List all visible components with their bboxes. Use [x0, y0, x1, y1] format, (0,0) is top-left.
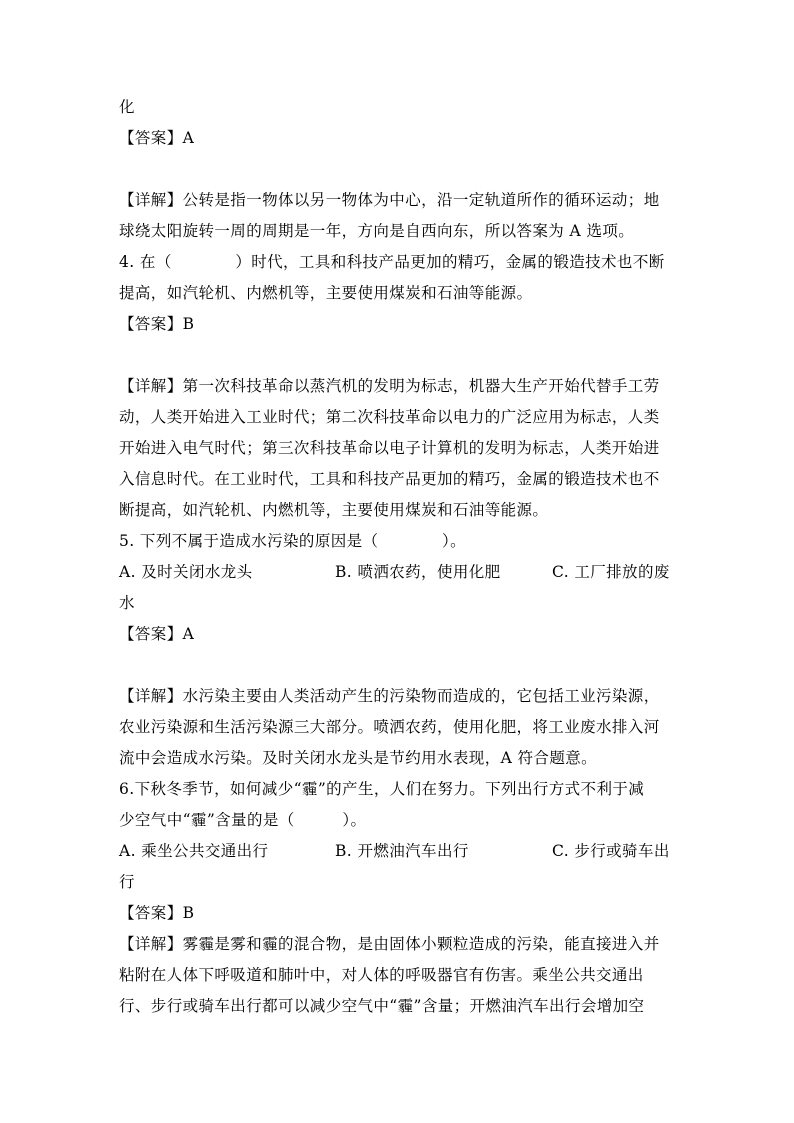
text-line: 行: [119, 873, 135, 891]
text-line: 粘附在人体下呼吸道和肺叶中，对人体的呼吸器官有伤害。乘坐公共交通出: [119, 966, 644, 984]
option-c: C. 步行或骑车出: [552, 842, 670, 860]
options-row: [119, 557, 679, 588]
text-line: 【答案】B: [119, 315, 195, 333]
text-line: 6.下秋冬季节，如何减少“霾”的产生，人们在努力。下列出行方式不利于减: [119, 780, 645, 798]
option-b: B. 喷洒农药，使用化肥: [335, 563, 501, 581]
options-row: [119, 836, 679, 867]
text-line: 【答案】A: [119, 129, 195, 147]
text-line: 行、步行或骑车出行都可以减少空气中“霾”含量；开燃油汽车出行会增加空: [119, 997, 645, 1015]
text-line: 开始进入电气时代；第三次科技革命以电子计算机的发明为标志，人类开始进: [119, 439, 660, 457]
text-line: 【详解】第一次科技革命以蒸汽机的发明为标志，机器大生产开始代替手工劳: [119, 377, 660, 395]
text-line: 水: [119, 594, 135, 612]
text-line: 提高，如汽轮机、内燃机等，主要使用煤炭和石油等能源。: [119, 284, 533, 302]
text-line: 【答案】A: [119, 625, 195, 643]
text-line: 少空气中“霾”含量的是（ ）。: [119, 811, 367, 829]
option-a: A. 乘坐公共交通出行: [119, 842, 269, 860]
option-a: A. 及时关闭水龙头: [119, 563, 253, 581]
text-line: 5. 下列不属于造成水污染的原因是（ ）。: [119, 532, 467, 550]
text-line: 4. 在（ ）时代，工具和科技产品更加的精巧，金属的锻造技术也不断: [119, 253, 665, 271]
text-line: 农业污染源和生活污染源三大部分。喷洒农药，使用化肥，将工业废水排入河: [119, 718, 660, 736]
text-line: 球绕太阳旋转一周的周期是一年，方向是自西向东，所以答案为 A 选项。: [119, 222, 635, 240]
document-page: [119, 92, 679, 1022]
blank-line: [119, 340, 679, 371]
blank-line: [119, 154, 679, 185]
option-b: B. 开燃油汽车出行: [335, 842, 469, 860]
text-line: 入信息时代。在工业时代，工具和科技产品更加的精巧，金属的锻造技术也不: [119, 470, 660, 488]
text-line: 流中会造成水污染。及时关闭水龙头是节约用水表现，A 符合题意。: [119, 749, 598, 767]
option-c: C. 工厂排放的废: [552, 563, 670, 581]
text-line: 【答案】B: [119, 904, 195, 922]
text-line: 化: [119, 98, 135, 116]
text-line: 【详解】水污染主要由人类活动产生的污染物而造成的，它包括工业污染源，: [119, 687, 660, 705]
text-line: 【详解】公转是指一物体以另一物体为中心，沿一定轨道所作的循环运动；地: [119, 191, 660, 209]
text-line: 动，人类开始进入工业时代；第二次科技革命以电力的广泛应用为标志，人类: [119, 408, 660, 426]
blank-line: [119, 650, 679, 681]
text-line: 【详解】雾霾是雾和霾的混合物，是由固体小颗粒造成的污染，能直接进入并: [119, 935, 660, 953]
text-line: 断提高，如汽轮机、内燃机等，主要使用煤炭和石油等能源。: [119, 501, 549, 519]
